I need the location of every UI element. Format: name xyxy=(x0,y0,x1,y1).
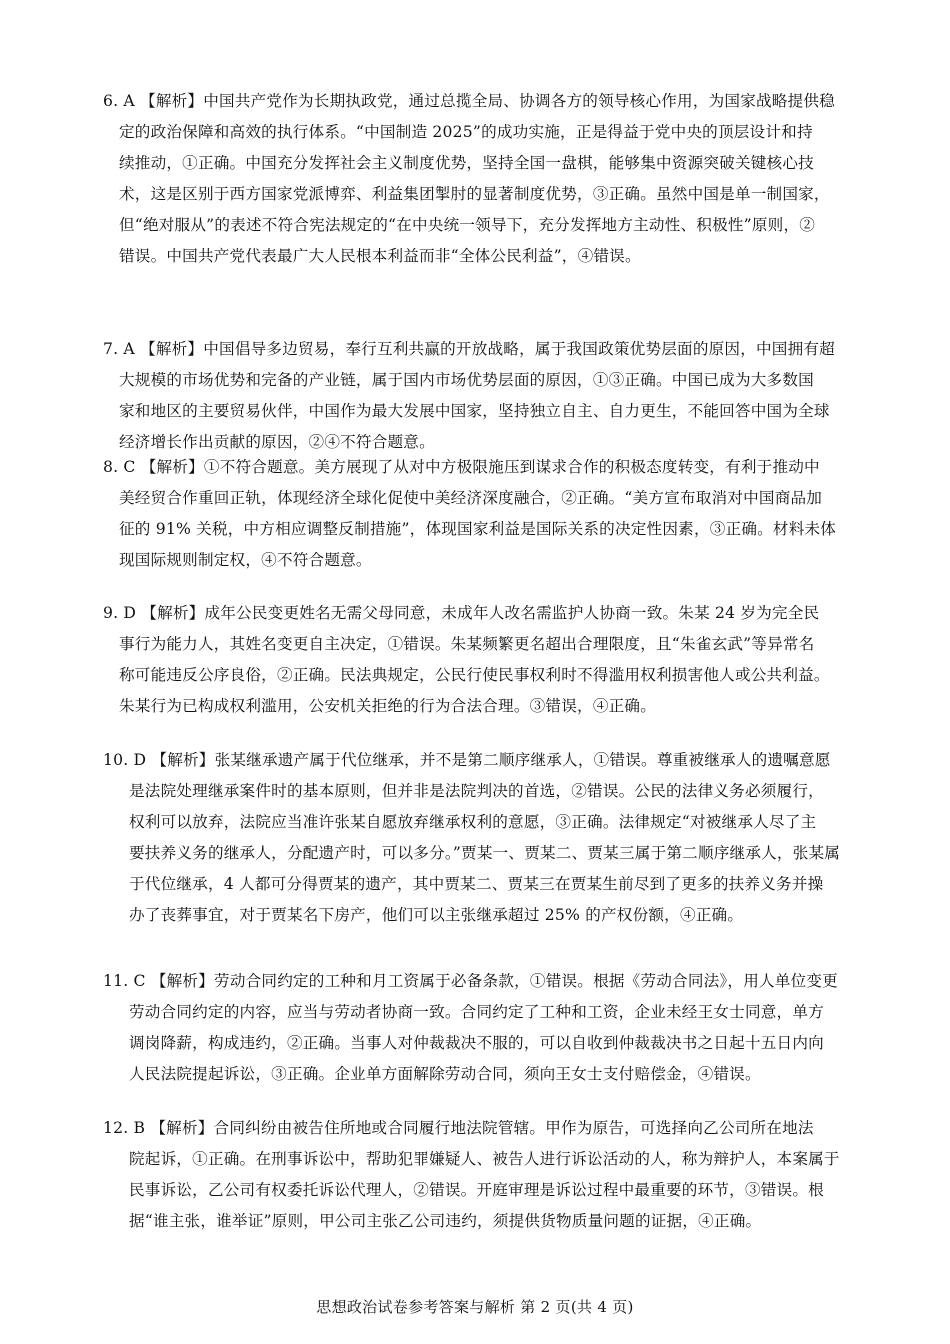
answer-item-8 xyxy=(103,452,851,576)
answer-line: 院起诉，①正确。在刑事诉讼中，帮助犯罪嫌疑人、被告人进行诉讼活动的人，称为辩护人，本案属于 xyxy=(129,1150,840,1168)
answer-line: 据“谁主张，谁举证”原则，甲公司主张乙公司违约，须提供货物质量问题的证据，④正确。 xyxy=(129,1212,762,1230)
answer-line: 6. A 【解析】中国共产党作为长期执政党，通过总揽全局、协调各方的领导核心作用，为国家战略提供稳 xyxy=(103,92,835,110)
answer-line: 12. B 【解析】合同纠纷由被告住所地或合同履行地法院管辖。甲作为原告，可选择向乙公司所在地法 xyxy=(103,1119,814,1137)
page-footer: 思想政治试卷参考答案与解析 第 2 页(共 4 页) xyxy=(316,1298,634,1316)
answer-line: 事行为能力人，其姓名变更自主决定，①错误。朱某频繁更名超出合理限度，且“朱雀玄武”等异常名 xyxy=(119,635,815,653)
answer-item-10 xyxy=(103,745,851,931)
answer-line: 但“绝对服从”的表述不符合宪法规定的“在中央统一领导下，充分发挥地方主动性、积极性”原则，② xyxy=(119,216,816,234)
answer-line: 术，这是区别于西方国家党派博弈、利益集团掣肘的显著制度优势，③正确。虽然中国是单一制国家， xyxy=(119,185,830,203)
answer-item-12 xyxy=(103,1113,851,1237)
answer-line: 9. D 【解析】成年公民变更姓名无需父母同意，未成年人改名需监护人协商一致。朱某 24 岁为完全民 xyxy=(103,604,820,622)
answer-line: 人民法院提起诉讼，③正确。企业单方面解除劳动合同，须向王女士支付赔偿金，④错误。 xyxy=(129,1065,761,1083)
answer-item-6 xyxy=(103,86,851,272)
answer-line: 大规模的市场优势和完备的产业链，属于国内市场优势层面的原因，①③正确。中国已成为大多数国 xyxy=(119,371,814,389)
answer-line: 要扶养义务的继承人，分配遗产时，可以多分。”贾某一、贾某二、贾某三属于第二顺序继承人，张某属 xyxy=(129,844,841,862)
answer-line: 现国际规则制定权，④不符合题意。 xyxy=(119,551,372,569)
answer-line: 称可能违反公序良俗，②正确。民法典规定，公民行使民事权利时不得滥用权利损害他人或公共利益。 xyxy=(119,666,830,684)
answer-line: 7. A 【解析】中国倡导多边贸易，奉行互利共赢的开放战略，属于我国政策优势层面的原因，中国拥有超 xyxy=(103,340,835,358)
answer-item-9 xyxy=(103,598,851,722)
answer-line: 劳动合同约定的内容，应当与劳动者协商一致。合同约定了工种和工资，企业未经王女士同意，单方 xyxy=(129,1003,824,1021)
answer-line: 11. C 【解析】劳动合同约定的工种和月工资属于必备条款，①错误。根据《劳动合同法》，用人单位变更 xyxy=(103,972,838,990)
answer-line: 征的 91% 关税，中方相应调整反制措施”，体现国家利益是国际关系的决定性因素，③正确。材料未体 xyxy=(119,520,837,538)
answer-line: 错误。中国共产党代表最广大人民根本利益而非“全体公民利益”，④错误。 xyxy=(119,247,641,265)
answer-line: 10. D 【解析】张某继承遗产属于代位继承，并不是第二顺序继承人，①错误。尊重被继承人的遗嘱意愿 xyxy=(103,751,831,769)
answer-line: 民事诉讼，乙公司有权委托诉讼代理人，②错误。开庭审理是诉讼过程中最重要的环节，③错误。根 xyxy=(129,1181,824,1199)
answer-line: 于代位继承，4 人都可分得贾某的遗产，其中贾某二、贾某三在贾某生前尽到了更多的扶养义务并操 xyxy=(129,875,824,893)
answer-line: 朱某行为已构成权利滥用，公安机关拒绝的行为合法合理。③错误，④正确。 xyxy=(119,697,656,715)
answer-line: 调岗降薪，构成违约，②正确。当事人对仲裁裁决不服的，可以自收到仲裁裁决书之日起十五日内向 xyxy=(129,1034,824,1052)
answer-line: 美经贸合作重回正轨，体现经济全球化促使中美经济深度融合，②正确。“美方宣布取消对中国商品加 xyxy=(119,489,823,507)
answer-line: 是法院处理继承案件时的基本原则，但并非是法院判决的首选，②错误。公民的法律义务必须履行， xyxy=(129,782,824,800)
answer-line: 续推动，①正确。中国充分发挥社会主义制度优势，坚持全国一盘棋，能够集中资源突破关键核心技 xyxy=(119,154,814,172)
answer-line: 经济增长作出贡献的原因，②④不符合题意。 xyxy=(119,433,435,451)
answer-line: 办了丧葬事宜，对于贾某名下房产，他们可以主张继承超过 25% 的产权份额，④正确。 xyxy=(129,906,744,924)
answer-line: 权利可以放弃，法院应当准许张某自愿放弃继承权利的意愿，③正确。法律规定“对被继承人尽了主 xyxy=(129,813,817,831)
answer-item-7 xyxy=(103,334,851,458)
answer-line: 家和地区的主要贸易伙伴，中国作为最大发展中国家，坚持独立自主、自力更生，不能回答中国为全球 xyxy=(119,402,830,420)
answer-line: 8. C 【解析】①不符合题意。美方展现了从对中方极限施压到谋求合作的积极态度转变，有利于推动中 xyxy=(103,458,820,476)
answer-line: 定的政治保障和高效的执行体系。“中国制造 2025”的成功实施，正是得益于党中央的顶层设计和持 xyxy=(119,123,813,141)
answer-item-11 xyxy=(103,966,851,1090)
